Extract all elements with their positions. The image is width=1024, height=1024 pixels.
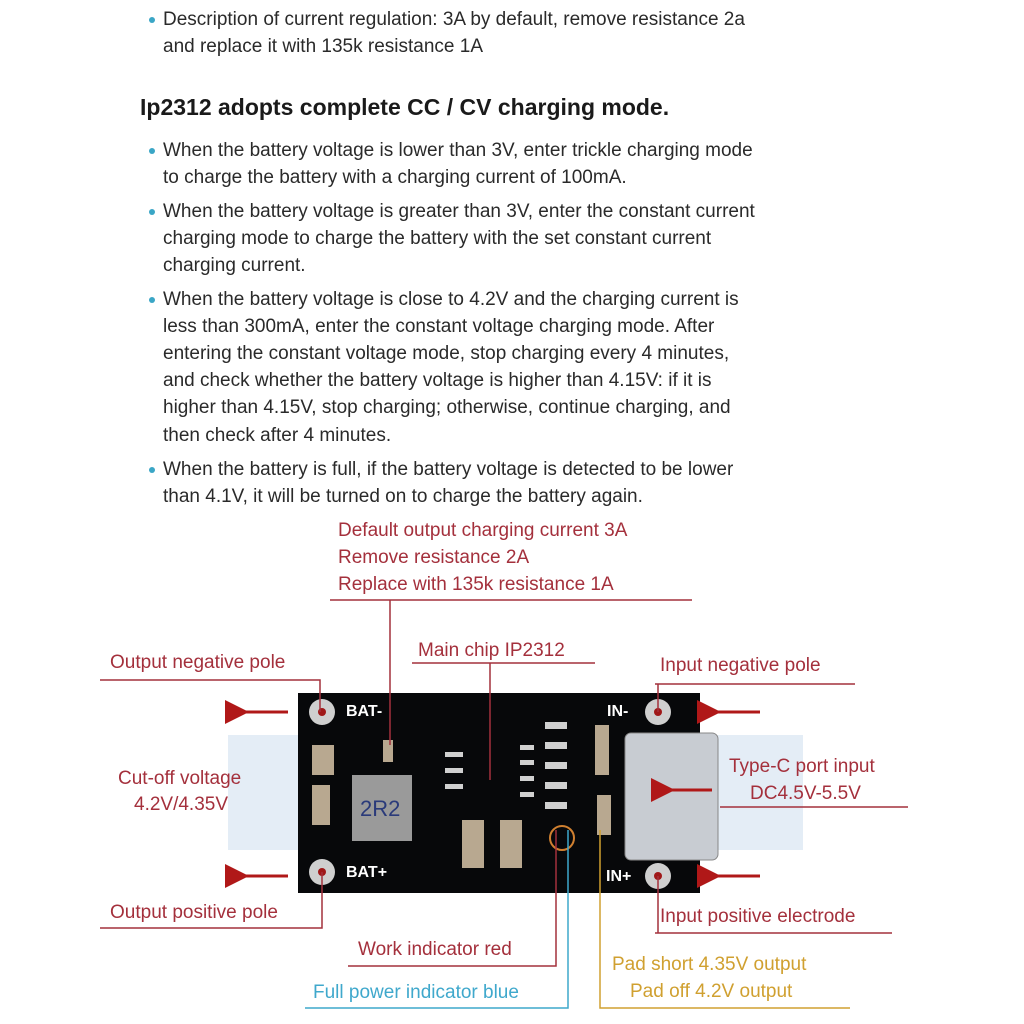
- inductor-label: 2R2: [360, 796, 401, 821]
- pad-short-label: Pad short 4.35V output: [612, 954, 807, 975]
- pin-label-in-pos: IN+: [606, 868, 632, 885]
- text-line: When the battery voltage is lower than 3V, enter trickle charging mode: [163, 140, 753, 161]
- current-note-line: Remove resistance 2A: [338, 547, 530, 568]
- text-line: to charge the battery with a charging current of 100mA.: [163, 167, 627, 188]
- text-line: less than 300mA, enter the constant voltage charging mode. After: [163, 316, 715, 337]
- input-negative-label: Input negative pole: [660, 655, 821, 676]
- cutoff-label: Cut-off voltage: [118, 768, 242, 789]
- pin-label-bat-pos: BAT+: [346, 864, 388, 881]
- output-negative-label: Output negative pole: [110, 652, 286, 673]
- text-line: charging current.: [163, 255, 306, 276]
- full-indicator-label: Full power indicator blue: [313, 982, 519, 1003]
- text-line: entering the constant voltage mode, stop charging every 4 minutes,: [163, 343, 730, 364]
- current-note-line: Default output charging current 3A: [338, 520, 628, 541]
- current-note-line: Replace with 135k resistance 1A: [338, 574, 614, 595]
- text-line: then check after 4 minutes.: [163, 425, 392, 446]
- typec-voltage: DC4.5V-5.5V: [750, 783, 861, 804]
- typec-label: Type-C port input: [729, 756, 875, 777]
- text-line: charging mode to charge the battery with the set constant current: [163, 228, 712, 249]
- text-line: When the battery is full, if the battery voltage is detected to be lower: [163, 459, 734, 480]
- text-line: When the battery voltage is greater than 3V, enter the constant current: [163, 201, 755, 222]
- text-line: and check whether the battery voltage is higher than 4.15V: if it is: [163, 370, 712, 391]
- section-heading: Ip2312 adopts complete CC / CV charging mode.: [140, 94, 670, 120]
- output-positive-label: Output positive pole: [110, 902, 278, 923]
- text-line: When the battery voltage is close to 4.2V and the charging current is: [163, 289, 739, 310]
- pin-label-in-neg: IN-: [607, 703, 629, 720]
- text-line: Description of current regulation: 3A by default, remove resistance 2a: [163, 9, 745, 30]
- work-indicator-label: Work indicator red: [358, 939, 512, 960]
- type-c-port[interactable]: [625, 733, 718, 860]
- pad-off-label: Pad off 4.2V output: [630, 981, 793, 1002]
- text-line: and replace it with 135k resistance 1A: [163, 36, 484, 57]
- main-chip-label: Main chip IP2312: [418, 640, 565, 661]
- input-positive-label: Input positive electrode: [660, 906, 856, 927]
- text-line: higher than 4.15V, stop charging; otherwise, continue charging, and: [163, 397, 731, 418]
- pin-label-bat-neg: BAT-: [346, 703, 383, 720]
- text-line: than 4.1V, it will be turned on to charge the battery again.: [163, 486, 643, 507]
- cutoff-value: 4.2V/4.35V: [134, 794, 229, 815]
